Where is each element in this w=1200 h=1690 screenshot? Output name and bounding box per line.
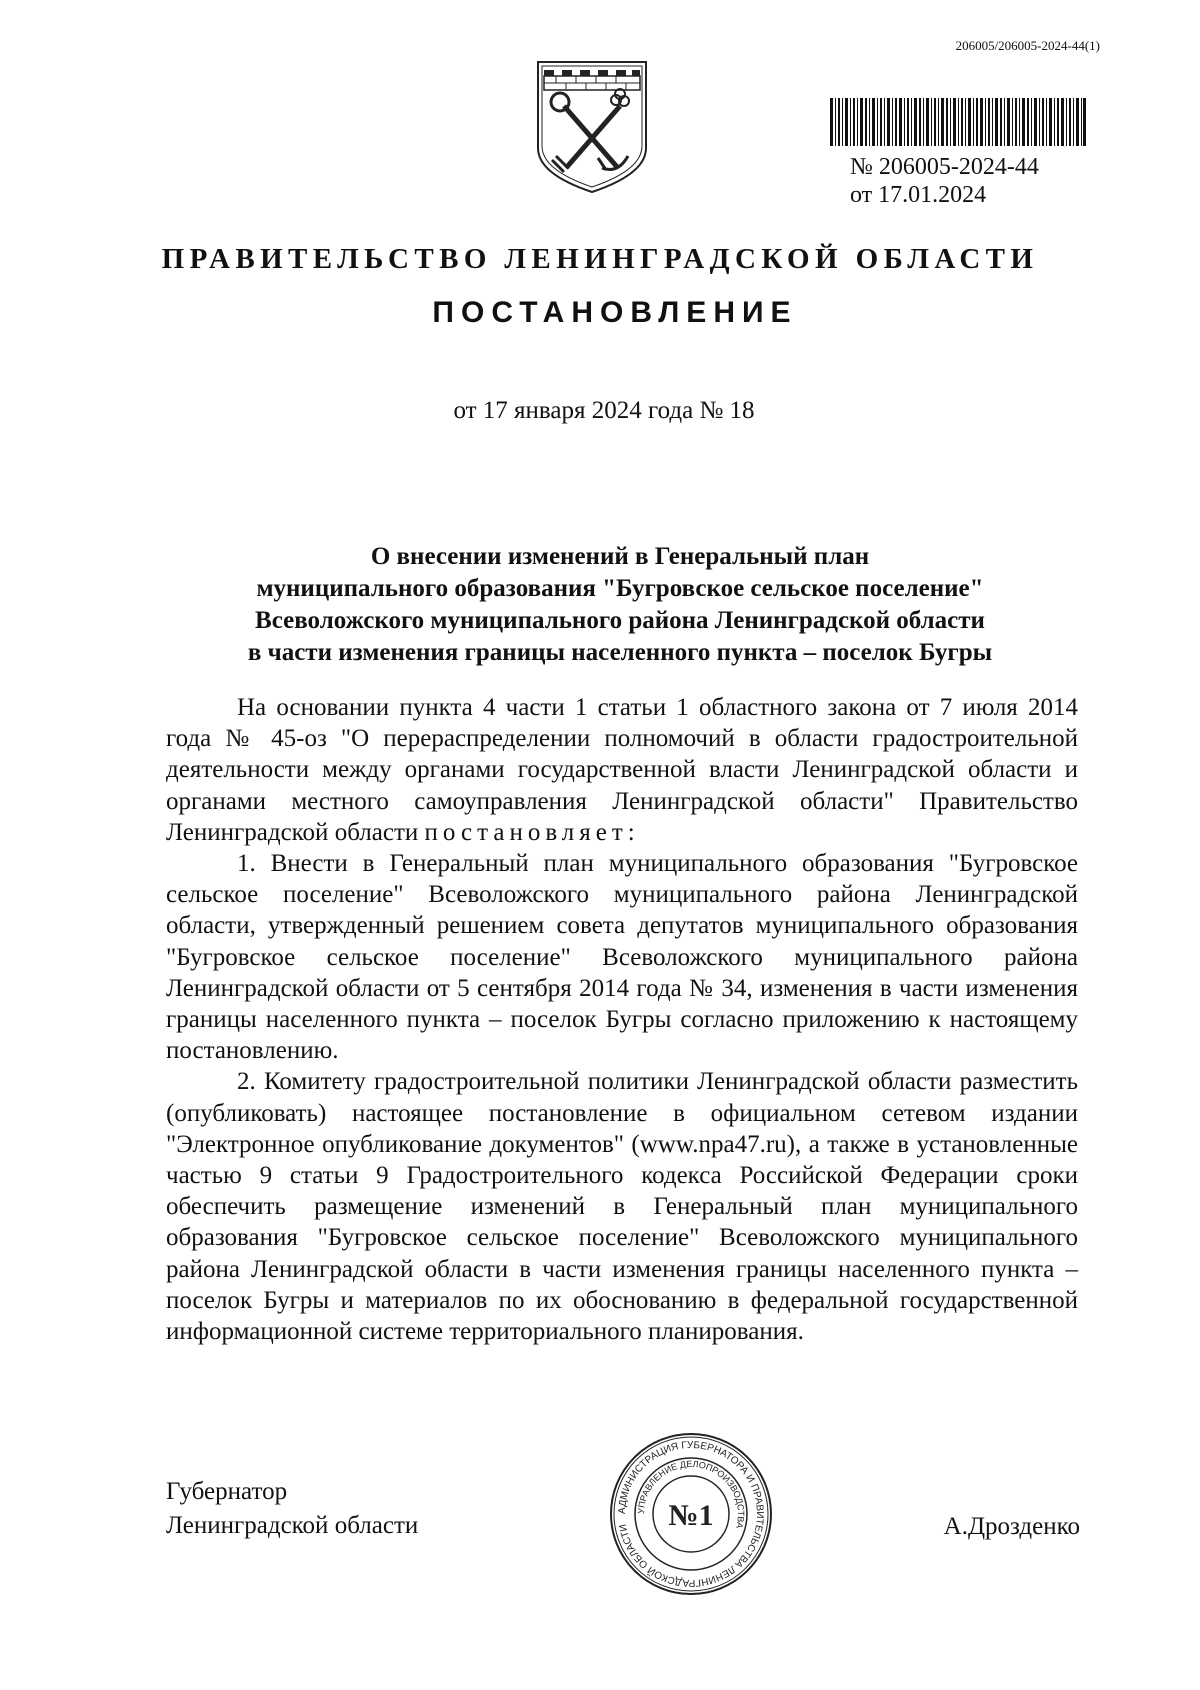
decree-title: ПОСТАНОВЛЕНИЕ [432, 296, 798, 329]
subject-line: О внесении изменений в Генеральный план [370, 543, 870, 570]
registration-date: от 17.01.2024 [850, 182, 987, 208]
position-line: Ленинградской области [166, 1512, 419, 1539]
preamble [166, 692, 1078, 848]
registration-number: № 206005-2024-44 [850, 154, 1039, 180]
decree-subject [160, 541, 1080, 669]
barcode-icon [830, 98, 1086, 146]
position-line: Губернатор [166, 1478, 288, 1505]
decree-item-2: 2. Комитету градостроительной политики Ленинградской области разместить (опубликовать) настоящее постановление в официальном сетевом издании "Электронное опубликование документов" (www.npa47.ru), а также в установленные частью 9 статьи 9 Градостроительного кодекса Российской Федерации сроки обеспечить размещение изменений в Генеральный план муниципального образования "Бугровское сельское поселение" Всеволожского муниципального района Ленинградской области в части изменения границы населенного пункта – поселок Бугры и материалов по их обоснованию в федеральной государственной информационной системе территориального планирования. [166, 1068, 1078, 1346]
decree-body [166, 692, 1078, 1347]
seal-number: №1 [668, 1499, 714, 1532]
registration-block [850, 153, 1039, 209]
decree-word: постановляет: [424, 818, 640, 846]
seal-inner-text: УПРАВЛЕНИЕ ДЕЛОПРОИЗВОДСТВА [635, 1458, 747, 1530]
official-seal-icon [607, 1430, 775, 1598]
coat-of-arms-icon [532, 56, 652, 196]
government-title: ПРАВИТЕЛЬСТВО ЛЕНИНГРАДСКОЙ ОБЛАСТИ [161, 243, 1039, 275]
preamble-text: На основании пункта 4 части 1 статьи 1 областного закона от 7 июля 2014 года № 45-оз "О перераспределении полномочий в области градостроительной деятельности между органами государственной власти Ленинградской области и органами местного самоуправления Ленинградской области" Правительство Ленинградской области [166, 694, 1078, 846]
subject-line: в части изменения границы населенного пункта – поселок Бугры [247, 639, 993, 666]
decree-item-1: 1. Внести в Генеральный план муниципального образования "Бугровское сельское поселение" Всеволожского муниципального района Ленинградской области, утвержденный решением совета депутатов муниципального образования "Бугровское сельское поселение" Всеволожского муниципального района Ленинградской области от 5 сентября 2014 года № 34, изменения в части изменения границы населенного пункта – поселок Бугры согласно приложению к настоящему постановлению. [166, 850, 1078, 1065]
decree-date: от 17 января 2024 года № 18 [453, 397, 755, 424]
seal-ring-text: АДМИНИСТРАЦИЯ ГУБЕРНАТОРА И ПРАВИТЕЛЬСТВА ЛЕНИНГРАДСКОЙ ОБЛАСТИ [616, 1439, 766, 1589]
subject-line: муниципального образования "Бугровское сельское поселение" [256, 575, 984, 602]
signatory-name: А.Дрозденко [943, 1513, 1080, 1540]
signatory-position [166, 1475, 418, 1543]
document-id: 206005/206005-2024-44(1) [955, 38, 1100, 53]
subject-line: Всеволожского муниципального района Ленинградской области [255, 607, 985, 634]
